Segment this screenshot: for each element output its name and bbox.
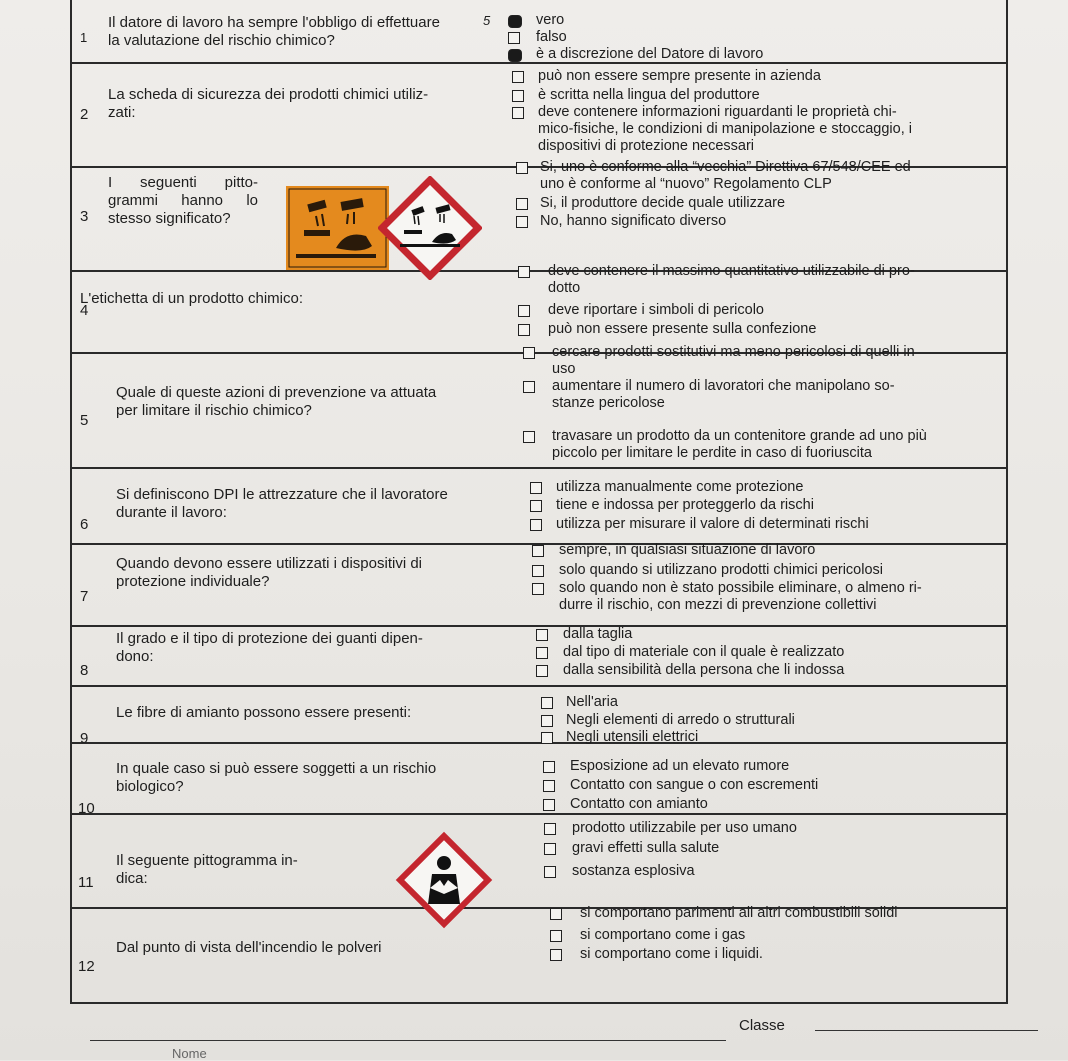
answer-option[interactable] xyxy=(570,796,708,813)
answer-option[interactable] xyxy=(540,159,911,193)
question-text-line: durante il lavoro: xyxy=(116,504,227,521)
answer-option-line: mico-fisiche, le condizioni di manipolazione e stoccaggio, i xyxy=(538,121,912,137)
answer-option[interactable] xyxy=(563,662,844,679)
answer-option[interactable] xyxy=(559,562,883,579)
answer-option-line: utilizza manualmente come protezione xyxy=(556,479,804,495)
nome-line[interactable] xyxy=(90,1040,726,1041)
question-text-line: Si definiscono DPI le attrezzature che il lavoratore xyxy=(116,486,448,503)
answer-option-line: uso xyxy=(552,361,576,377)
answer-option[interactable] xyxy=(563,626,632,643)
question-number: 1 xyxy=(80,30,88,45)
answer-option-line: Si, il produttore decide quale utilizzare xyxy=(540,195,786,211)
answer-option[interactable] xyxy=(548,302,764,319)
answer-checkbox[interactable] xyxy=(530,482,542,494)
answer-option-line: utilizza per misurare il valore di determinati rischi xyxy=(556,516,869,532)
answer-option-line: No, hanno significato diverso xyxy=(540,213,727,229)
answer-option-line: cercare prodotti sostitutivi ma meno pericolosi di quelli in xyxy=(552,344,915,360)
answer-checkbox[interactable] xyxy=(541,697,553,709)
answer-option[interactable] xyxy=(556,479,803,496)
question-number: 5 xyxy=(80,412,89,429)
answer-option-line: può non essere sempre presente in azienda xyxy=(538,68,821,84)
question-text xyxy=(108,86,428,122)
question-number: 8 xyxy=(80,662,89,679)
question-text xyxy=(108,14,440,50)
answer-option-line: sostanza esplosiva xyxy=(572,863,695,879)
answer-option[interactable] xyxy=(559,542,815,559)
answer-option-line: tiene e indossa per proteggerlo da rischi xyxy=(556,497,814,513)
answer-checkbox[interactable] xyxy=(523,347,535,359)
pictogram-corrosive-old xyxy=(286,186,389,270)
question-text-line: biologico? xyxy=(116,778,184,795)
answer-checkbox[interactable] xyxy=(541,732,553,744)
answer-option-line: dotto xyxy=(548,280,581,296)
answer-checkbox[interactable] xyxy=(532,565,544,577)
answer-option[interactable] xyxy=(556,497,814,514)
answer-option-line: Contatto con sangue o con escrementi xyxy=(570,777,819,793)
answer-option-line: uno è conforme al “nuovo” Regolamento CLP xyxy=(540,176,832,192)
answer-option-line: sempre, in qualsiasi situazione di lavoro xyxy=(559,542,816,558)
answer-checkbox[interactable] xyxy=(530,500,542,512)
question-text-line: per limitare il rischio chimico? xyxy=(116,402,312,419)
answer-option-line: Contatto con amianto xyxy=(570,796,708,812)
answer-option[interactable] xyxy=(580,927,745,944)
answer-option-line: prodotto utilizzabile per uso umano xyxy=(572,820,797,836)
answer-checkbox[interactable] xyxy=(536,665,548,677)
answer-option-line: Si, uno è conforme alla “vecchia” Direttiva 67/548/CEE ed xyxy=(540,159,911,175)
question-text-line: L'etichetta di un prodotto chimico: xyxy=(80,290,303,307)
answer-option[interactable] xyxy=(540,213,726,230)
handwritten-annotation: 5 xyxy=(483,13,491,28)
answer-option[interactable] xyxy=(566,729,698,746)
question-number: 4 xyxy=(80,302,89,319)
answer-option[interactable] xyxy=(540,195,785,212)
question-text-line: zati: xyxy=(108,104,136,121)
answer-option[interactable] xyxy=(566,712,795,729)
answer-checkbox[interactable] xyxy=(516,198,528,210)
question-number: 10 xyxy=(78,800,95,817)
answer-option-line: aumentare il numero di lavoratori che manipolano so- xyxy=(552,378,895,394)
pictogram-health-hazard xyxy=(394,830,494,930)
answer-checkbox[interactable] xyxy=(543,761,555,773)
question-text-line: stesso significato? xyxy=(108,210,231,227)
answer-option[interactable] xyxy=(563,644,844,661)
answer-option-line: si comportano come i liquidi. xyxy=(580,946,763,962)
answer-checkbox[interactable] xyxy=(516,162,528,174)
question-text-line: Dal punto di vista dell'incendio le polveri xyxy=(116,939,382,956)
question-number: 6 xyxy=(80,516,89,533)
question-text xyxy=(116,630,423,666)
answer-option-line: piccolo per limitare le perdite in caso di fuoriuscita xyxy=(552,445,872,461)
answer-option-line: gravi effetti sulla salute xyxy=(572,840,720,856)
answer-checkbox[interactable] xyxy=(523,431,535,443)
answer-option-line: solo quando non è stato possibile eliminare, o almeno ri- xyxy=(559,580,922,596)
answer-checkbox[interactable] xyxy=(518,324,530,336)
question-text-line: Il datore di lavoro ha sempre l'obbligo di effettuare xyxy=(108,14,440,31)
answer-option-line: dalla sensibilità della persona che li indossa xyxy=(563,662,845,678)
question-text-line: la valutazione del rischio chimico? xyxy=(108,32,335,49)
question-text-line: La scheda di sicurezza dei prodotti chimici utiliz- xyxy=(108,86,429,103)
answer-option[interactable] xyxy=(580,905,898,922)
question-text-line: protezione individuale? xyxy=(116,573,270,590)
answer-checkbox[interactable] xyxy=(541,715,553,727)
answer-checkbox[interactable] xyxy=(518,305,530,317)
answer-option[interactable] xyxy=(536,29,567,46)
answer-checkbox[interactable] xyxy=(532,583,544,595)
question-text-line: I seguenti pitto- xyxy=(108,174,258,191)
nome-label: Nome xyxy=(172,1046,207,1061)
question-text-line: Quando devono essere utilizzati i dispositivi di xyxy=(116,555,422,572)
question-number: 7 xyxy=(80,588,89,605)
answer-option-line: solo quando si utilizzano prodotti chimici pericolosi xyxy=(559,562,883,578)
answer-checkbox[interactable] xyxy=(508,32,520,44)
answer-option-line: falso xyxy=(536,29,567,45)
answer-option-line: Nell'aria xyxy=(566,694,618,710)
answer-option[interactable] xyxy=(552,344,915,378)
answer-option-line: Negli utensili elettrici xyxy=(566,729,699,745)
answer-option-line: si comportano come i gas xyxy=(580,927,746,943)
answer-option-line: stanze pericolose xyxy=(552,395,665,411)
question-number: 2 xyxy=(80,106,89,123)
answer-checkbox[interactable] xyxy=(523,381,535,393)
answer-checkbox[interactable] xyxy=(543,799,555,811)
answer-option[interactable] xyxy=(538,68,821,85)
answer-checkbox[interactable] xyxy=(550,949,562,961)
answer-option[interactable] xyxy=(548,263,915,297)
answer-option[interactable] xyxy=(552,378,895,412)
answer-option[interactable] xyxy=(572,820,797,837)
question-text-line: Il grado e il tipo di protezione dei guanti dipen- xyxy=(116,630,423,647)
answer-option[interactable] xyxy=(536,46,763,63)
answer-checkbox[interactable] xyxy=(516,216,528,228)
question-text-line: Il seguente pittogramma in- xyxy=(116,852,298,869)
question-text-line: Quale di queste azioni di prevenzione va attuata xyxy=(116,384,437,401)
answer-option-line: Negli elementi di arredo o strutturali xyxy=(566,712,795,728)
answer-option[interactable] xyxy=(570,758,789,775)
answer-checkbox[interactable] xyxy=(544,843,556,855)
answer-option[interactable] xyxy=(556,516,869,533)
answer-option-line: travasare un prodotto da un contenitore grande ad uno più xyxy=(552,428,927,444)
question-text-line: In quale caso si può essere soggetti a un rischio xyxy=(116,760,437,777)
question-number: 9 xyxy=(80,730,89,747)
answer-option-line: deve contenere informazioni riguardanti le proprietà chi- xyxy=(538,104,897,120)
answer-option-line: deve riportare i simboli di pericolo xyxy=(548,302,764,318)
answer-option[interactable] xyxy=(570,777,818,794)
answer-option-line: dal tipo di materiale con il quale è realizzato xyxy=(563,644,845,660)
answer-checkbox[interactable] xyxy=(512,107,524,119)
answer-option[interactable] xyxy=(552,428,927,462)
pictogram-corrosive-clp xyxy=(378,176,482,280)
question-text-line: Le fibre di amianto possono essere presenti: xyxy=(116,704,412,721)
answer-option-line: è a discrezione del Datore di lavoro xyxy=(536,46,764,62)
answer-option-line: vero xyxy=(536,12,565,28)
answer-checkbox[interactable] xyxy=(536,629,548,641)
classe-line[interactable] xyxy=(815,1030,1038,1031)
answer-checkbox[interactable] xyxy=(550,930,562,942)
question-text xyxy=(116,486,448,522)
answer-option[interactable] xyxy=(536,12,564,29)
question-text xyxy=(108,174,258,228)
answer-option[interactable] xyxy=(538,87,760,104)
answer-option[interactable] xyxy=(538,104,912,155)
answer-checkbox[interactable] xyxy=(544,823,556,835)
answer-checkbox[interactable] xyxy=(512,71,524,83)
answer-option[interactable] xyxy=(566,694,618,711)
answer-option[interactable] xyxy=(548,321,816,338)
answer-checkbox[interactable] xyxy=(530,519,542,531)
question-number: 3 xyxy=(80,208,89,225)
answer-option[interactable] xyxy=(580,946,763,963)
answer-checkbox[interactable] xyxy=(532,545,544,557)
answer-option-line: dalla taglia xyxy=(563,626,633,642)
answer-checkbox[interactable] xyxy=(518,266,530,278)
answer-checkbox[interactable] xyxy=(536,647,548,659)
answer-checkbox[interactable] xyxy=(508,49,522,62)
question-number: 11 xyxy=(78,874,94,891)
answer-option[interactable] xyxy=(559,580,922,614)
question-text xyxy=(116,852,298,888)
answer-option[interactable] xyxy=(572,863,695,880)
question-text xyxy=(116,939,382,957)
answer-checkbox[interactable] xyxy=(544,866,556,878)
answer-option-line: può non essere presente sulla confezione xyxy=(548,321,817,337)
question-text xyxy=(116,760,436,796)
question-text-line: dono: xyxy=(116,648,154,665)
answer-option-line: Esposizione ad un elevato rumore xyxy=(570,758,790,774)
question-text-line: grammi hanno lo xyxy=(108,192,258,209)
answer-option[interactable] xyxy=(572,840,719,857)
question-text xyxy=(80,290,303,308)
answer-option-line: si comportano parimenti ali altri combustibili solidi xyxy=(580,905,898,921)
classe-label: Classe xyxy=(739,1017,785,1034)
question-text-line: dica: xyxy=(116,870,148,887)
answer-option-line: dispositivi di protezione necessari xyxy=(538,138,754,154)
answer-checkbox[interactable] xyxy=(512,90,524,102)
answer-checkbox[interactable] xyxy=(550,908,562,920)
answer-option-line: durre il rischio, con mezzi di prevenzione collettivi xyxy=(559,597,877,613)
question-text xyxy=(116,555,422,591)
answer-checkbox[interactable] xyxy=(543,780,555,792)
question-text xyxy=(116,384,436,420)
answer-checkbox[interactable] xyxy=(508,15,522,28)
question-text xyxy=(116,704,411,722)
answer-option-line: deve contenere il massimo quantitativo utilizzabile di pro- xyxy=(548,263,915,279)
answer-option-line: è scritta nella lingua del produttore xyxy=(538,87,760,103)
question-number: 12 xyxy=(78,958,95,975)
